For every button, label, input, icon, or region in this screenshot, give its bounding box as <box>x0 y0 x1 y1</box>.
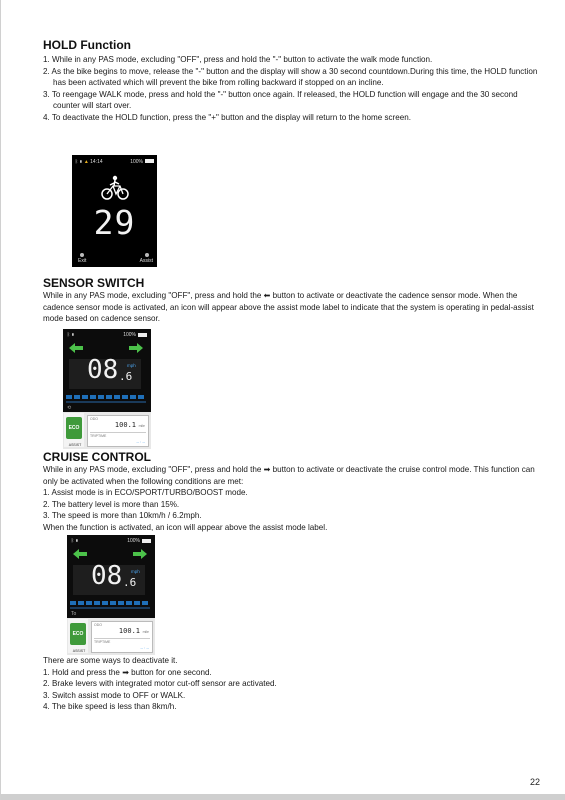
cadence-sensor-icon: ⟲ <box>67 405 72 411</box>
warning-icon: ▲ <box>83 158 89 165</box>
exit-dot-icon <box>80 253 84 257</box>
odo-unit: mile <box>138 424 145 428</box>
hold-step-3: 3. To reengage WALK mode, press and hold the "-" button once again. If released, the HOLD function will engage and the 30 second counter will start over. <box>43 89 518 111</box>
cruise-speed-dec: .6 <box>123 576 137 589</box>
trip-value: -- : -- <box>136 439 145 444</box>
bluetooth-icon: ᛒ <box>75 158 79 165</box>
assist-level-track <box>70 607 150 609</box>
cruise-line1-after: button to activate or deactivate the cruise control mode. This function can only be activated when the following conditions are met: <box>43 465 535 486</box>
sensor-paragraph <box>43 290 538 325</box>
cruise-deactivate-list <box>43 655 538 713</box>
cruise-bottom-panel <box>67 618 155 655</box>
sensor-bottom-panel <box>63 412 151 449</box>
sensor-speed-unit: mph <box>127 363 136 368</box>
cruise-deactivate-2: 2. Brake levers with integrated motor cut-off sensor are activated. <box>43 679 277 689</box>
cruise-condition-2: 2. The battery level is more than 15%. <box>43 499 180 509</box>
cruise-mode-badge: ECO <box>70 623 86 645</box>
hold-display-screen <box>72 155 157 267</box>
hold-battery-text: 100% <box>130 158 143 165</box>
odo-divider <box>90 432 146 433</box>
right-arrow-icon: ➡ <box>122 667 129 677</box>
sensor-mode-badge: ECO <box>66 417 82 439</box>
sensor-odo-card <box>87 415 149 447</box>
cruise-condition-1: 1. Assist mode is in ECO/SPORT/TURBO/BOOST mode. <box>43 488 248 498</box>
assist-level-bars <box>66 395 146 399</box>
hold-title: HOLD Function <box>43 38 131 52</box>
odo-label: ODO <box>90 417 98 421</box>
assist-level-bars <box>70 601 150 605</box>
assist-level-track <box>66 401 146 403</box>
sensor-battery-text: 100% <box>123 332 136 338</box>
cruise-display-screen <box>67 535 155 655</box>
odo-value: 100.1 <box>118 627 140 635</box>
cruise-assist-label: ASSIST <box>72 649 86 653</box>
hold-status-time: 14:14 <box>90 158 103 165</box>
signal-icon: ▮ <box>75 538 79 544</box>
hold-status-bar <box>75 157 154 166</box>
right-arrow-icon <box>129 343 143 353</box>
trip-label: TRIPTIME <box>90 434 107 438</box>
cruise-condition-3: 3. The speed is more than 10km/h / 6.2mph. <box>43 511 202 521</box>
page-number: 22 <box>530 777 541 787</box>
left-arrow-icon: ⬅ <box>263 291 271 300</box>
cruise-deactivate-1-after: button for one second. <box>131 667 212 677</box>
cruise-paragraph <box>43 464 538 534</box>
right-arrow-icon <box>133 549 147 559</box>
hold-step-1: 1. While in any PAS mode, excluding "OFF", press and hold the "-" button to activate the walk mode function. <box>43 55 433 64</box>
cruise-battery-text: 100% <box>127 538 140 544</box>
sensor-title: SENSOR SWITCH <box>43 276 145 290</box>
hold-step-4: 4. To deactivate the HOLD function, press the "+" button and the display will return to the home screen. <box>43 112 412 122</box>
sensor-speed-dec: .6 <box>119 370 133 383</box>
battery-icon <box>138 333 147 337</box>
cruise-deactivate-1-before: 1. Hold and press the <box>43 667 120 677</box>
bluetooth-icon: ᛒ <box>71 538 75 544</box>
battery-icon <box>142 539 151 543</box>
sensor-text-after: button to activate or deactivate the cadence sensor mode. When the cadence sensor mode is activated, an icon will appear above the assist mode label to indicate that the system is operating in pedal-assist mode based on cadence sensor. <box>43 291 534 324</box>
odo-label: ODO <box>94 623 102 627</box>
odo-divider <box>94 638 150 639</box>
left-arrow-icon <box>73 549 87 559</box>
cruise-speed-int: 08 <box>91 561 123 591</box>
cruise-title: CRUISE CONTROL <box>43 450 151 464</box>
hold-countdown: 29 <box>93 203 136 242</box>
cruise-deactivate-intro: There are some ways to deactivate it. <box>43 656 178 665</box>
hold-steps <box>43 54 538 124</box>
cruise-deactivate-4: 4. The bike speed is less than 8km/h. <box>43 702 177 712</box>
trip-value: -- : -- <box>140 645 149 650</box>
cruise-odo-card <box>91 621 153 653</box>
left-arrow-icon <box>69 343 83 353</box>
walk-bike-icon <box>100 175 130 201</box>
sensor-text-before: While in any PAS mode, excluding "OFF", press and hold the <box>43 291 262 300</box>
bluetooth-icon: ᛒ <box>67 332 71 338</box>
sensor-speed-int: 08 <box>87 355 119 385</box>
battery-icon <box>145 159 154 163</box>
odo-value: 100.1 <box>114 421 136 429</box>
cruise-deactivate-3: 3. Switch assist mode to OFF or WALK. <box>43 690 186 700</box>
hold-step-2: 2. As the bike begins to move, release the "-" button and the display will show a 30 second countdown.During this time, the HOLD function has been activated which will prevent the bike from rolling backward if stopped on an incline. <box>43 66 538 88</box>
signal-icon: ▮ <box>79 158 83 165</box>
cruise-indicator-icon: To <box>71 611 77 617</box>
right-arrow-icon: ➡ <box>263 465 271 474</box>
signal-icon: ▮ <box>71 332 75 338</box>
hold-assist-label: Assist <box>139 258 153 264</box>
hold-exit-label: Exit <box>78 258 87 264</box>
sensor-display-screen <box>63 329 151 449</box>
cruise-after-conditions: When the function is activated, an icon will appear above the assist mode label. <box>43 522 328 532</box>
assist-dot-icon <box>145 253 149 257</box>
odo-unit: mile <box>142 630 149 634</box>
trip-label: TRIPTIME <box>94 640 111 644</box>
cruise-speed-unit: mph <box>131 569 140 574</box>
sensor-assist-label: ASSIST <box>68 443 82 447</box>
cruise-line1-before: While in any PAS mode, excluding "OFF", press and hold the <box>43 465 262 474</box>
page-bottom-edge <box>1 794 565 800</box>
